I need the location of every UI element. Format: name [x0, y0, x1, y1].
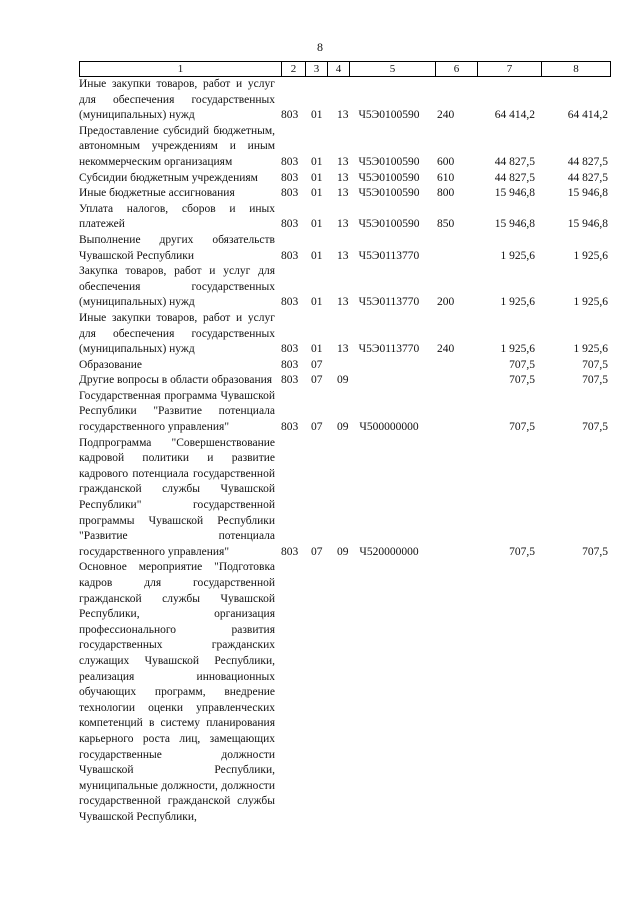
- row-podrazdel: 13: [337, 109, 349, 122]
- row-sum-1: 44 827,5: [494, 155, 535, 168]
- row-csr: Ч5Э0113770: [358, 296, 420, 309]
- row-glava: 803: [281, 155, 299, 168]
- row-name: Иные закупки товаров, работ и услуг для обеспечения государственных (муниципальных) нужд: [79, 78, 275, 122]
- row-glava: 803: [281, 249, 299, 262]
- row-glava: 803: [281, 374, 299, 387]
- table-row: [79, 373, 611, 389]
- row-name: Предоставление субсидий бюджетным, автономным учреждениям и иным некоммерческим организациям: [79, 124, 275, 168]
- table-row: [79, 436, 611, 561]
- row-vr: 200: [437, 296, 455, 309]
- header-col-6: 6: [436, 62, 478, 76]
- table-row: [79, 389, 611, 436]
- row-razdel: 01: [311, 218, 323, 231]
- row-razdel: 01: [311, 343, 323, 356]
- row-name: Основное мероприятие "Подготовка кадров для государственной гражданской службы Чувашской Республики, организация профессионального развития государственных гражданских служащих Чувашской Республики, реализация инновационных обучающих программ, внедрение технологии оценки управленческих компетенций в систему планирования карьерного роста лиц, замещающих государственные должности Чувашской Республики, муниципальные должности, должности государственной гражданской службы Чувашской Республики,: [79, 561, 275, 823]
- row-name: Субсидии бюджетным учреждениям: [79, 171, 258, 184]
- row-vr: 850: [437, 218, 455, 231]
- header-col-7: 7: [478, 62, 542, 76]
- row-glava: 803: [281, 218, 299, 231]
- row-vr: 240: [437, 343, 455, 356]
- row-csr: Ч500000000: [359, 421, 419, 434]
- row-sum-1: 15 946,8: [494, 218, 535, 231]
- table-row: [79, 358, 611, 374]
- row-sum-2: 1 925,6: [573, 343, 608, 356]
- row-sum-2: 1 925,6: [573, 296, 608, 309]
- row-podrazdel: 09: [337, 421, 349, 434]
- row-name: Выполнение других обязательств Чувашской Республики: [79, 233, 275, 262]
- row-razdel: 07: [311, 421, 323, 434]
- row-vr: 800: [437, 187, 455, 200]
- row-podrazdel: 13: [337, 296, 349, 309]
- row-sum-2: 707,5: [582, 545, 608, 558]
- row-name: Иные бюджетные ассигнования: [79, 187, 235, 200]
- row-glava: 803: [281, 358, 299, 371]
- table-row: [79, 171, 611, 187]
- row-razdel: 01: [311, 109, 323, 122]
- row-sum-1: 707,5: [509, 358, 535, 371]
- row-csr: Ч5Э0100590: [358, 187, 420, 200]
- row-csr: Ч5Э0113770: [358, 343, 420, 356]
- row-sum-2: 15 946,8: [567, 187, 608, 200]
- page-number: 8: [317, 40, 323, 54]
- row-glava: 803: [281, 545, 299, 558]
- table-row: [79, 264, 611, 311]
- row-name: Иные закупки товаров, работ и услуг для обеспечения государственных (муниципальных) нужд: [79, 311, 275, 356]
- row-name: Государственная программа Чувашской Республики "Развитие потенциала государственного управления": [79, 389, 275, 434]
- row-sum-1: 44 827,5: [494, 171, 535, 184]
- row-csr: Ч5Э0100590: [358, 155, 420, 168]
- row-sum-2: 44 827,5: [567, 171, 608, 184]
- row-sum-1: 1 925,6: [500, 249, 535, 262]
- header-col-8: 8: [573, 63, 579, 75]
- row-name: Закупка товаров, работ и услуг для обеспечения государственных (муниципальных) нужд: [79, 265, 275, 309]
- row-sum-2: 44 827,5: [567, 155, 608, 168]
- header-col-1: 1: [80, 62, 282, 76]
- table-row: [79, 124, 611, 171]
- row-podrazdel: 13: [337, 343, 349, 356]
- row-podrazdel: 09: [337, 374, 349, 387]
- row-csr: Ч5Э0100590: [358, 218, 420, 231]
- row-podrazdel: 13: [337, 155, 349, 168]
- row-csr: Ч5Э0100590: [358, 171, 420, 184]
- row-razdel: 07: [311, 374, 323, 387]
- row-sum-1: 707,5: [509, 374, 535, 387]
- header-col-2: 2: [282, 62, 306, 76]
- row-glava: 803: [281, 171, 299, 184]
- row-sum-1: 1 925,6: [500, 343, 535, 356]
- row-sum-2: 707,5: [582, 421, 608, 434]
- row-sum-1: 15 946,8: [494, 187, 535, 200]
- table-row: [79, 233, 611, 264]
- row-razdel: 01: [311, 171, 323, 184]
- table-row: [79, 77, 611, 124]
- row-razdel: 01: [311, 187, 323, 200]
- row-csr: Ч5Э0100590: [358, 109, 420, 122]
- row-razdel: 01: [311, 249, 323, 262]
- row-podrazdel: 13: [337, 171, 349, 184]
- row-sum-1: 707,5: [509, 421, 535, 434]
- row-name: Другие вопросы в области образования: [79, 374, 273, 387]
- row-glava: 803: [281, 187, 299, 200]
- row-razdel: 01: [311, 296, 323, 309]
- row-razdel: 07: [311, 545, 323, 558]
- row-name: Подпрограмма "Совершенствование кадровой политики и развитие кадрового потенциала государственной гражданской службы Чувашской Республики" государственной программы Чувашской Республики "Развитие потенциала государственного управления": [79, 436, 275, 558]
- row-vr: 240: [437, 109, 455, 122]
- row-name: Уплата налогов, сборов и иных платежей: [79, 202, 275, 231]
- row-sum-2: 64 414,2: [567, 109, 608, 122]
- row-podrazdel: 09: [337, 545, 349, 558]
- table-row: [79, 186, 611, 202]
- row-sum-1: 1 925,6: [500, 296, 535, 309]
- row-sum-2: 707,5: [582, 374, 608, 387]
- table-header: [79, 61, 611, 77]
- table-row: [79, 311, 611, 358]
- table-row: [79, 560, 611, 825]
- row-sum-2: 1 925,6: [573, 249, 608, 262]
- header-col-4: 4: [328, 62, 350, 76]
- row-podrazdel: 13: [337, 187, 349, 200]
- row-sum-2: 707,5: [582, 358, 608, 371]
- header-col-3: 3: [306, 62, 328, 76]
- table-body: [79, 77, 611, 826]
- row-glava: 803: [281, 109, 299, 122]
- row-sum-1: 707,5: [509, 545, 535, 558]
- header-col-5: 5: [350, 62, 436, 76]
- row-glava: 803: [281, 296, 299, 309]
- table-row: [79, 202, 611, 233]
- row-name: Образование: [79, 358, 143, 371]
- row-sum-2: 15 946,8: [567, 218, 608, 231]
- row-vr: 610: [437, 171, 455, 184]
- row-glava: 803: [281, 421, 299, 434]
- row-csr: Ч5Э0113770: [358, 249, 420, 262]
- row-podrazdel: 13: [337, 249, 349, 262]
- row-razdel: 01: [311, 155, 323, 168]
- row-podrazdel: 13: [337, 218, 349, 231]
- row-vr: 600: [437, 155, 455, 168]
- row-sum-1: 64 414,2: [494, 109, 535, 122]
- row-csr: Ч520000000: [359, 545, 419, 558]
- row-glava: 803: [281, 343, 299, 356]
- row-razdel: 07: [311, 358, 323, 371]
